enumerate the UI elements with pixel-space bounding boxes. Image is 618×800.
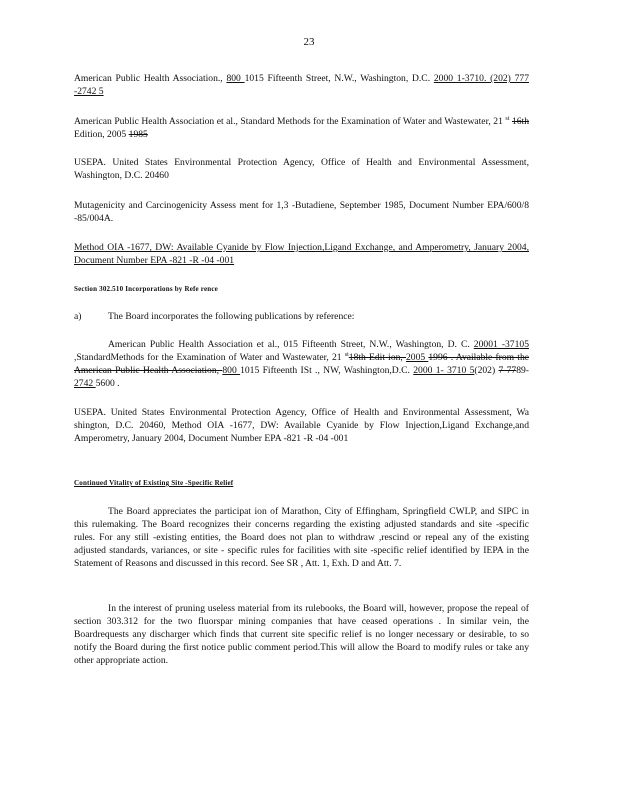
- item-a-text: The Board incorporates the following publications by reference:: [108, 311, 355, 322]
- page-number: 23: [303, 36, 315, 48]
- reference-standard-methods: American Public Health Association et al., Standard Methods for the Examination of Water and Wastewater, 21 $^{st}$ 16th Edition, 2005 1985: [74, 115, 529, 140]
- reference-apha-address: American Public Health Association., 800 1015 Fifteenth Street, N.W., Washington, D.C. 2000 1-3710. (202) 777 -2742 5: [74, 73, 530, 97]
- incorporated-apha: American Public Health Association et al., 015 Fifteenth Street, N.W., Washington, D. C. 20001 -37105 ,StandardMethods for the Examination of Water and Wastewater, 21 $^{st}$18th Edit ion, 2005 1996 . Available from the American Public Health Association, 800 1015 Fifteenth ISt ., NW, Washington,D.C. 2000 1- 3710 5(202) 7 7789-2742 5600 .: [74, 339, 530, 389]
- vitality-paragraph-1: The Board appreciates the participat ion of Marathon, City of Effingham, Springfield CWLP, and SIPC in this rulemaking. The Board recognizes their concerns regarding the existing adjusted standards and site -specific rules. For any still -existing entities, the Board does not plan to withdraw ,rescind or repeal any of the existing adjusted standards, variances, or site - specific rules for facilities with site -specific relief identified by IEPA in the Statement of Reasons and discussed in this record. See SR , Att. 1, Exh. D and Att. 7.: [74, 506, 529, 569]
- reference-method-oia: Method OIA -1677, DW: Available Cyanide by Flow Injection,Ligand Exchange, and Amperometry, January 2004, Document Number EPA -821 -R -04 -001: [74, 242, 529, 266]
- vitality-paragraph-2: In the interest of pruning useless material from its rulebooks, the Board will, however, propose the repeal of section 303.312 for the two fluorspar mining companies that have ceased operations . In similar vein, the Boardrequests any discharger which finds that current site specific relief is no longer necessary or desirable, to so notify the Board during the first notice public comment period.This will allow the Board to modify rules or take any other appropriate action.: [74, 603, 529, 666]
- incorporated-usepa: USEPA. United States Environmental Protection Agency, Office of Health and Environmental Assessment, Wa shington, D.C. 20460, Method OIA -1677, DW: Available Cyanide by Flow Injection,Ligand Exchange,and Amperometry, January 2004, Document Number EPA -821 -R -04 -001: [74, 407, 529, 444]
- continued-vitality-heading: Continued Vitality of Existing Site -Specific Relief: [74, 479, 234, 487]
- reference-usepa: USEPA. United States Environmental Protection Agency, Office of Health and Environmental Assessment, Washington, D.C. 20460: [74, 157, 529, 181]
- section-heading: Section 302.510 Incorporations by Refe rence: [74, 285, 218, 293]
- reference-mutagenicity: Mutagenicity and Carcinogenicity Assess ment for 1,3 -Butadiene, September 1985, Document Number EPA/600/8 -85/004A.: [74, 200, 529, 224]
- item-a-label: a): [74, 311, 82, 322]
